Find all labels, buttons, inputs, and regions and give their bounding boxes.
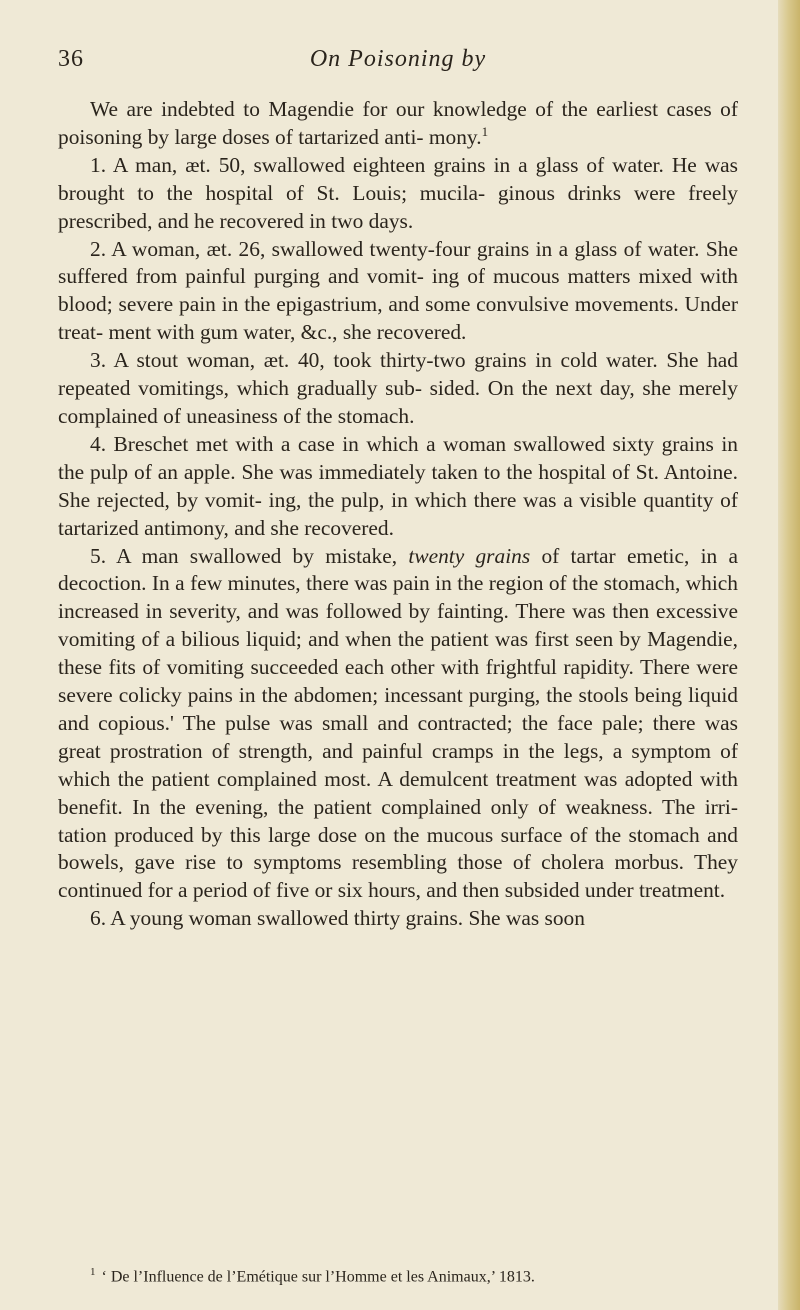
running-head: On Poisoning by	[309, 46, 487, 72]
paragraph-case-5: 5. A man swallowed by mistake, twenty grains of tartar emetic, in a decoction. In a few minutes, there was pain in the region of the stomach, which increased in severity, and was followed by fainting. There was then excessive vomiting of a bilious liquid; and when the patient was first seen by Magendie, these fits of vomiting succeeded each other with frightful rapidity. There were severe colicky pains in the abdomen; incessant purging, the stools being liquid and copious.' The pulse was small and contracted; the face pale; there was great prostration of strength, and painful cramps in the legs, a symptom of which the patient complained most. A demulcent treatment was adopted with benefit. In the evening, the patient complained only of weakness. The irri- tation produced by this large dose on the mucous surface of the stomach and bowels, gave rise to symptoms resembling those of cholera morbus. They continued for a period of five or six hours, and then subsided under treatment.	[58, 543, 738, 903]
paragraph-intro: We are indebted to Magendie for our knowledge of the earliest cases of poisoning by large doses of tartarized anti- mony.$^1$	[58, 97, 738, 149]
page-number: 36	[58, 46, 84, 72]
emphasis-dose: twenty grains	[408, 543, 531, 568]
paragraph-case-6: 6. A young woman swallowed thirty grains. She was soon	[90, 906, 585, 931]
page-edge	[778, 0, 800, 1310]
paragraph-case-2: 2. A woman, æt. 26, swallowed twenty-four grains in a glass of water. She suffered from painful purging and vomit- ing of mucous matters mixed with blood; severe pain in the epigastrium, and some convulsive movements. Under treat- ment with gum water, &c., she recovered.	[58, 236, 738, 345]
footnote-reference[interactable]: 1	[481, 123, 489, 139]
body-text	[58, 96, 738, 933]
paragraph-case-3: 3. A stout woman, æt. 40, took thirty-two grains in cold water. She had repeated vomitings, which gradually sub- sided. On the next day, she merely complained of uneasiness of the stomach.	[58, 348, 738, 428]
footnote	[90, 1262, 730, 1287]
page-header	[58, 46, 738, 86]
footnote-text: ‘ De l’Influence de l’Emétique sur l’Homme et les Animaux,’ 1813.	[101, 1268, 535, 1286]
paragraph-case-1: 1. A man, æt. 50, swallowed eighteen grains in a glass of water. He was brought to the hospital of St. Louis; mucila- ginous drinks were freely prescribed, and he recovered in two days.	[58, 152, 738, 233]
paragraph-case-4: 4. Breschet met with a case in which a woman swallowed sixty grains in the pulp of an apple. She was immediately taken to the hospital of St. Antoine. She rejected, by vomit- ing, the pulp, in which there was a visible quantity of tartarized antimony, and she recovered.	[58, 431, 738, 540]
footnote-mark: 1	[90, 1266, 96, 1278]
